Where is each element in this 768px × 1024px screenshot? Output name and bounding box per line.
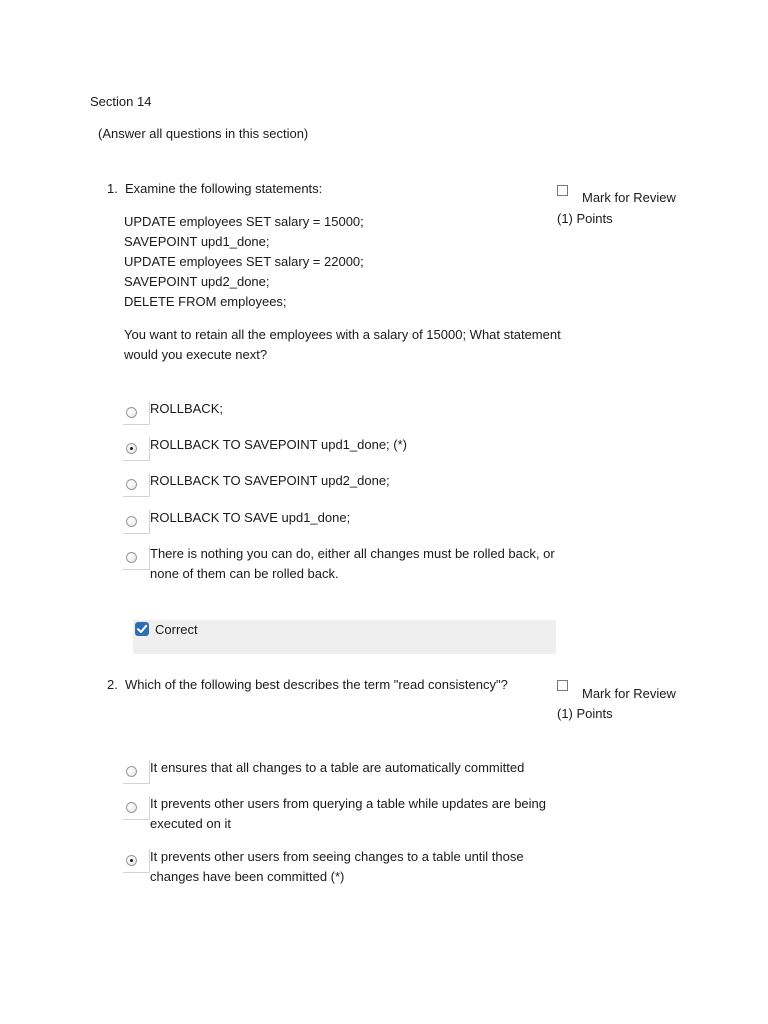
question-prompt: Examine the following statements: <box>125 181 323 196</box>
radio-container[interactable] <box>123 796 150 820</box>
radio-container[interactable] <box>123 546 150 570</box>
radio-container[interactable] <box>123 849 150 873</box>
radio-container[interactable] <box>123 437 150 461</box>
question-followup: You want to retain all the employees with a salary of 15000; What statement would you execute next? <box>124 327 561 362</box>
radio-container[interactable] <box>123 510 150 534</box>
option-label: It ensures that all changes to a table are automatically committed <box>150 760 525 775</box>
mark-for-review-checkbox[interactable] <box>557 680 568 691</box>
check-icon <box>135 622 149 636</box>
code-line: UPDATE employees SET salary = 22000; <box>124 254 364 269</box>
option-label: It prevents other users from seeing changes to a table until those changes have been committed (*) <box>150 849 524 884</box>
question-number: 2. <box>107 677 118 692</box>
mark-for-review-label: Mark for Review <box>582 190 676 205</box>
result-label: Correct <box>155 622 198 637</box>
option-label: ROLLBACK TO SAVE upd1_done; <box>150 510 351 525</box>
points-label: (1) Points <box>557 211 613 226</box>
section-title: Section 14 <box>90 94 152 109</box>
radio-container[interactable] <box>123 760 150 784</box>
radio-icon[interactable] <box>126 552 137 563</box>
code-line: SAVEPOINT upd1_done; <box>124 234 270 249</box>
points-label: (1) Points <box>557 706 613 721</box>
radio-container[interactable] <box>123 473 150 497</box>
question-prompt: Which of the following best describes the term "read consistency"? <box>125 677 508 692</box>
option-label: ROLLBACK TO SAVEPOINT upd2_done; <box>150 473 390 488</box>
question-number: 1. <box>107 181 118 196</box>
code-line: UPDATE employees SET salary = 15000; <box>124 214 364 229</box>
radio-icon[interactable] <box>126 443 137 454</box>
result-feedback <box>133 620 556 654</box>
radio-icon[interactable] <box>126 802 137 813</box>
radio-icon[interactable] <box>126 479 137 490</box>
mark-for-review-label: Mark for Review <box>582 686 676 701</box>
mark-for-review-checkbox[interactable] <box>557 185 568 196</box>
radio-icon[interactable] <box>126 855 137 866</box>
section-instructions: (Answer all questions in this section) <box>98 126 309 141</box>
radio-icon[interactable] <box>126 516 137 527</box>
code-line: SAVEPOINT upd2_done; <box>124 274 270 289</box>
radio-container[interactable] <box>123 401 150 425</box>
option-label: ROLLBACK; <box>150 401 223 416</box>
option-label: There is nothing you can do, either all changes must be rolled back, or none of them can be rolled back. <box>150 546 555 581</box>
radio-icon[interactable] <box>126 766 137 777</box>
radio-icon[interactable] <box>126 407 137 418</box>
option-label: ROLLBACK TO SAVEPOINT upd1_done; (*) <box>150 437 407 452</box>
code-line: DELETE FROM employees; <box>124 294 287 309</box>
option-label: It prevents other users from querying a table while updates are being executed on it <box>150 796 547 831</box>
